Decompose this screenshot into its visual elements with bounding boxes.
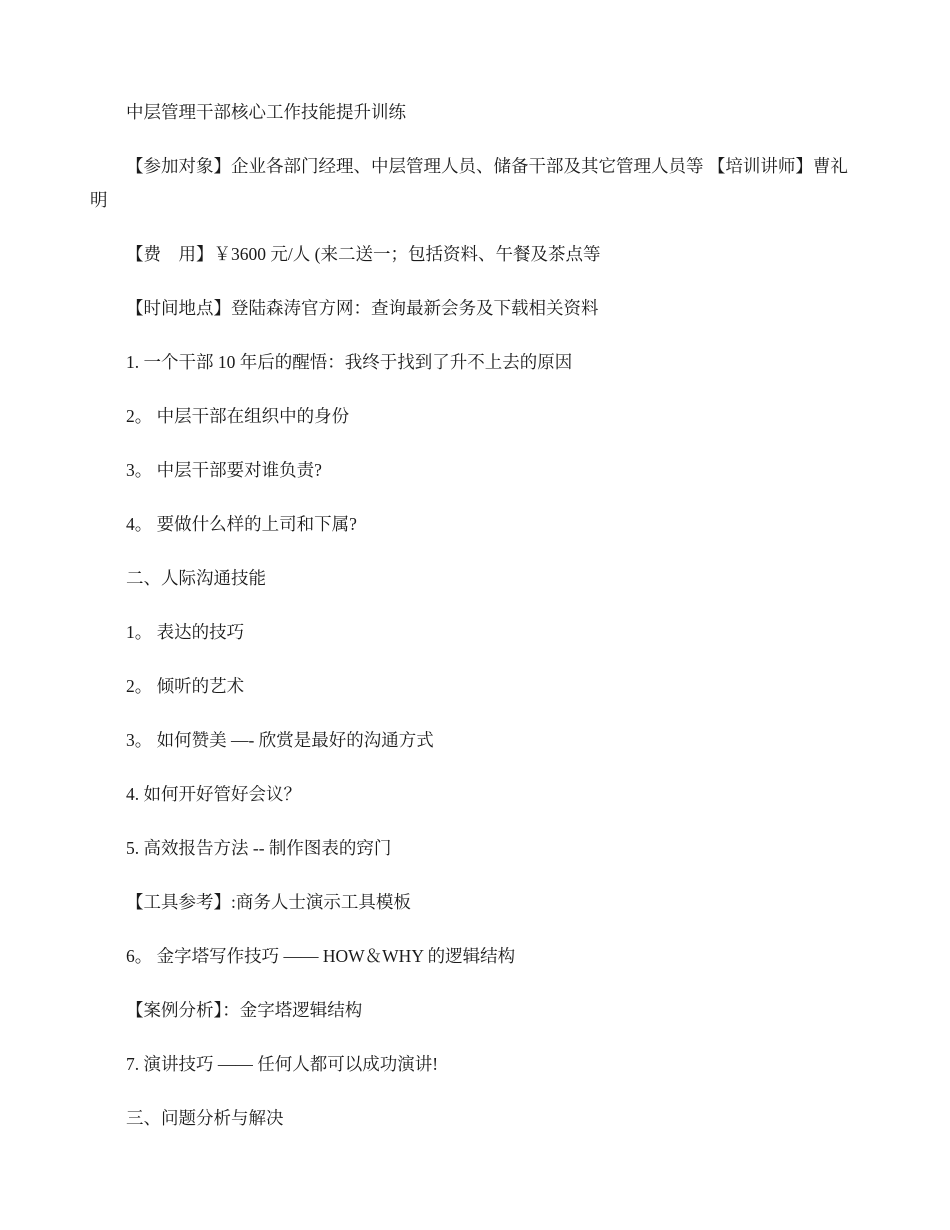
list-item: 7. 演讲技巧 —— 任何人都可以成功演讲! xyxy=(126,1054,439,1074)
list-item: 6。 金字塔写作技巧 —— HOW＆WHY 的逻辑结构 xyxy=(126,946,516,966)
tool-reference: 【工具参考】:商务人士演示工具模板 xyxy=(126,892,411,912)
document-title: 中层管理干部核心工作技能提升训练 xyxy=(126,102,406,122)
section-heading: 二、人际沟通技能 xyxy=(126,568,266,588)
section-heading: 三、问题分析与解决 xyxy=(126,1108,284,1128)
list-item: 4. 如何开好管好会议？ xyxy=(126,784,301,804)
list-item: 4。 要做什么样的上司和下属? xyxy=(126,514,357,534)
list-item: 3。 中层干部要对谁负责? xyxy=(126,460,322,480)
time-and-location: 【时间地点】登陆森涛官方网：查询最新会务及下载相关资料 xyxy=(126,298,599,318)
list-item: 3。 如何赞美 —- 欣赏是最好的沟通方式 xyxy=(126,730,434,750)
list-item: 1。 表达的技巧 xyxy=(126,622,245,642)
fee-info: 【费 用】￥3600 元/人 (来二送一；包括资料、午餐及茶点等 xyxy=(126,244,601,264)
case-analysis: 【案例分析】：金字塔逻辑结构 xyxy=(126,1000,363,1020)
list-item: 2。 倾听的艺术 xyxy=(126,676,245,696)
participants-and-trainer: 【参加对象】企业各部门经理、中层管理人员、储备干部及其它管理人员等 【培训讲师】曹礼明 xyxy=(90,156,848,210)
list-item: 2。 中层干部在组织中的身份 xyxy=(126,406,350,426)
list-item: 1. 一个干部 10 年后的醒悟：我终于找到了升不上去的原因 xyxy=(126,352,573,372)
list-item: 5. 高效报告方法 -- 制作图表的窍门 xyxy=(126,838,392,858)
